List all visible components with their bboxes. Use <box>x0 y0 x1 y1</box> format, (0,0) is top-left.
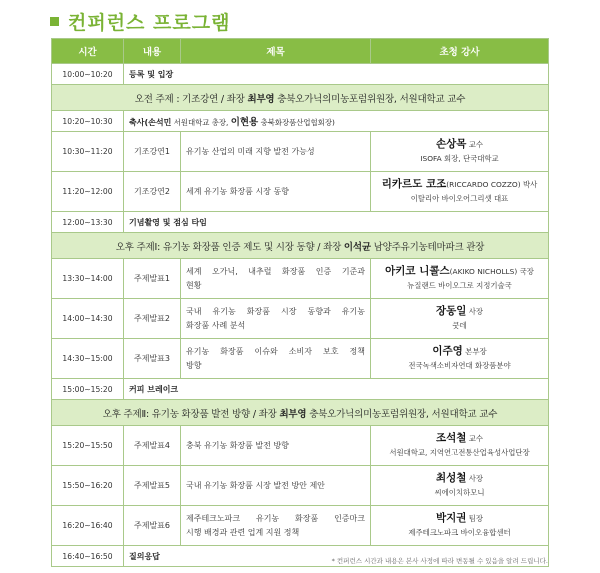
session-title <box>52 85 549 111</box>
speaker-name: 아키코 니콜스 <box>385 265 450 277</box>
time-cell: 10:20~10:30 <box>52 111 124 132</box>
topic-cell <box>181 172 371 212</box>
speaker-role: (AKIKO NICHOLLS) 국장 <box>449 267 534 276</box>
speaker-org: 뉴질랜드 바이오그로 지정기술국 <box>407 281 512 290</box>
type-cell: 주제발표1 <box>124 259 181 299</box>
time-cell: 12:00~13:30 <box>52 212 124 233</box>
speaker-name: 박지권 <box>435 512 467 524</box>
talk-row <box>52 172 549 212</box>
time-cell: 15:50~16:20 <box>52 466 124 506</box>
topic-line-1: 세계 유기농 화장품 시장 동향 <box>186 186 289 196</box>
speaker-cell <box>371 259 549 299</box>
time-cell: 16:40~16:50 <box>52 546 124 567</box>
footnote: * 컨퍼런스 시간과 내용은 본사 사정에 따라 변동될 수 있음을 알려 드립니다. <box>331 557 548 565</box>
topic-line-1: 유기농 산업의 미래 지향 발전 가능성 <box>186 146 315 156</box>
session-suffix: 남양주유기농테마파크 관장 <box>370 241 485 253</box>
talk-row <box>52 259 549 299</box>
talk-row <box>52 299 549 339</box>
type-cell: 주제발표2 <box>124 299 181 339</box>
type-cell: 주제발표4 <box>124 426 181 466</box>
time-cell: 11:20~12:00 <box>52 172 124 212</box>
topic-line-1: 유기농 화장품 이슈와 소비자 보호 정책 <box>186 346 365 356</box>
greeting-row <box>52 111 549 132</box>
topic-line-2: 화장품 사례 분석 <box>186 320 246 330</box>
session-row <box>52 233 549 259</box>
speaker-line-1 <box>375 431 544 446</box>
page-title <box>50 8 230 34</box>
time-cell: 16:20~16:40 <box>52 506 124 546</box>
topic-cell <box>181 299 371 339</box>
title-bullet-icon <box>50 17 59 26</box>
header-topic: 제목 <box>181 39 371 64</box>
topic-line-1: 국내 유기농 화장품 시장 동향과 유기농 <box>186 306 365 316</box>
greeting-label: 축사 <box>129 118 145 127</box>
page-title-text: 컨퍼런스 프로그램 <box>68 11 231 34</box>
session-row <box>52 400 549 426</box>
time-cell: 14:00~14:30 <box>52 299 124 339</box>
speaker-name: 장동일 <box>435 305 467 317</box>
greeting-org-1: 서원대학교 총장, <box>171 118 231 127</box>
speaker-org: 쿳데 <box>452 321 467 330</box>
speaker-line-1 <box>375 264 544 279</box>
topic-line-2: 현황 <box>186 280 202 290</box>
session-row <box>52 85 549 111</box>
event-row <box>52 64 549 85</box>
topic-cell <box>181 466 371 506</box>
speaker-name: 이주영 <box>432 345 463 357</box>
speaker-name: 최성철 <box>435 472 467 484</box>
header-time: 시간 <box>52 39 124 64</box>
speaker-cell <box>371 506 549 546</box>
greeting-org-2: 충북화장품산업협회장) <box>258 118 335 127</box>
session-title <box>52 233 549 259</box>
topic-line-1: 세계 오가닉, 내추럴 화장품 인증 기준과 <box>186 266 365 276</box>
speaker-org: 제주테크노파크 바이오융합센터 <box>408 528 511 537</box>
speaker-role: 사장 <box>466 474 484 483</box>
session-chair: 최부영 <box>247 93 275 105</box>
program-table <box>51 38 549 567</box>
speaker-org: 서원대학교, 지역연고전통산업육성사업단장 <box>389 448 530 457</box>
header-type: 내용 <box>124 39 181 64</box>
speaker-cell <box>371 426 549 466</box>
speaker-line-1 <box>375 471 544 486</box>
speaker-cell <box>371 132 549 172</box>
session-chair: 최부영 <box>279 408 307 420</box>
topic-cell <box>181 259 371 299</box>
topic-cell <box>181 339 371 379</box>
table-header-row <box>52 39 549 64</box>
topic-line-1: 국내 유기농 화장품 시장 발전 방안 제안 <box>186 480 325 490</box>
topic-line-2: 방향 <box>186 360 202 370</box>
event-label: 커피 브레이크 <box>124 379 549 400</box>
event-row <box>52 379 549 400</box>
speaker-role: 사장 <box>466 307 484 316</box>
speaker-name: 리카르도 코조 <box>381 178 447 190</box>
speaker-line-1 <box>375 344 544 359</box>
speaker-line-1 <box>375 511 544 526</box>
topic-line-2: 시행 배경과 관련 업계 지원 정책 <box>186 527 300 537</box>
session-suffix: 충북오가닉의미농포럼위원장, 서원대학교 교수 <box>274 93 466 105</box>
talk-row <box>52 506 549 546</box>
talk-row <box>52 466 549 506</box>
speaker-name: 손상목 <box>435 138 467 150</box>
greeting-name-1: (손석민 <box>144 118 172 127</box>
type-cell: 기조강연2 <box>124 172 181 212</box>
speaker-name: 조석철 <box>435 432 467 444</box>
time-cell: 13:30~14:00 <box>52 259 124 299</box>
speaker-cell <box>371 172 549 212</box>
speaker-cell <box>371 299 549 339</box>
topic-cell <box>181 506 371 546</box>
event-label: 등록 및 입장 <box>124 64 549 85</box>
time-cell: 10:00~10:20 <box>52 64 124 85</box>
session-title <box>52 400 549 426</box>
event-row <box>52 212 549 233</box>
time-cell: 14:30~15:00 <box>52 339 124 379</box>
type-cell: 주제발표3 <box>124 339 181 379</box>
event-label: 질의응답 <box>124 546 549 567</box>
session-prefix: 오후 주제Ⅱ: 유기농 화장품 발전 방향 / 좌장 <box>102 408 280 420</box>
speaker-line-1 <box>375 137 544 152</box>
program-body <box>52 64 549 567</box>
speaker-org: 이탈리아 바이오어그리셋 대표 <box>410 194 509 203</box>
header-speaker: 초청 강사 <box>371 39 549 64</box>
talk-row <box>52 132 549 172</box>
speaker-cell <box>371 466 549 506</box>
speaker-role: 팀장 <box>466 514 484 523</box>
speaker-role: 본부장 <box>462 347 487 356</box>
session-chair: 이석균 <box>343 241 371 253</box>
session-prefix: 오전 주제 : 기조강연 / 좌장 <box>134 93 248 105</box>
speaker-role: 교수 <box>466 140 484 149</box>
topic-line-1: 충북 유기농 화장품 발전 방향 <box>186 440 289 450</box>
session-prefix: 오후 주제Ⅰ: 유기농 화장품 인증 제도 및 시장 동향 / 좌장 <box>115 241 344 253</box>
speaker-role: (RICCARDO COZZO) 박사 <box>446 180 538 189</box>
talk-row <box>52 339 549 379</box>
topic-cell <box>181 426 371 466</box>
speaker-cell <box>371 339 549 379</box>
speaker-org: 씨에이치하모니 <box>434 488 485 497</box>
greeting-name-2: 이현용 <box>230 117 259 128</box>
session-suffix: 충북오가닉의미농포럼위원장, 서원대학교 교수 <box>306 408 498 420</box>
time-cell: 10:30~11:20 <box>52 132 124 172</box>
speaker-role: 교수 <box>466 434 484 443</box>
type-cell: 주제발표6 <box>124 506 181 546</box>
talk-row <box>52 426 549 466</box>
speaker-line-1 <box>375 177 544 192</box>
speaker-org: 전국녹색소비자연대 화장품분야 <box>408 361 511 370</box>
type-cell: 기조강연1 <box>124 132 181 172</box>
topic-line-1: 제주테크노파크 유기농 화장품 인증마크 <box>186 513 365 523</box>
topic-cell <box>181 132 371 172</box>
time-cell: 15:00~15:20 <box>52 379 124 400</box>
event-label: 기념촬영 및 점심 타임 <box>124 212 549 233</box>
type-cell: 주제발표5 <box>124 466 181 506</box>
time-cell: 15:20~15:50 <box>52 426 124 466</box>
greeting-cell <box>124 111 549 132</box>
speaker-line-1 <box>375 304 544 319</box>
speaker-org: ISOFA 회장, 단국대학교 <box>420 154 499 163</box>
